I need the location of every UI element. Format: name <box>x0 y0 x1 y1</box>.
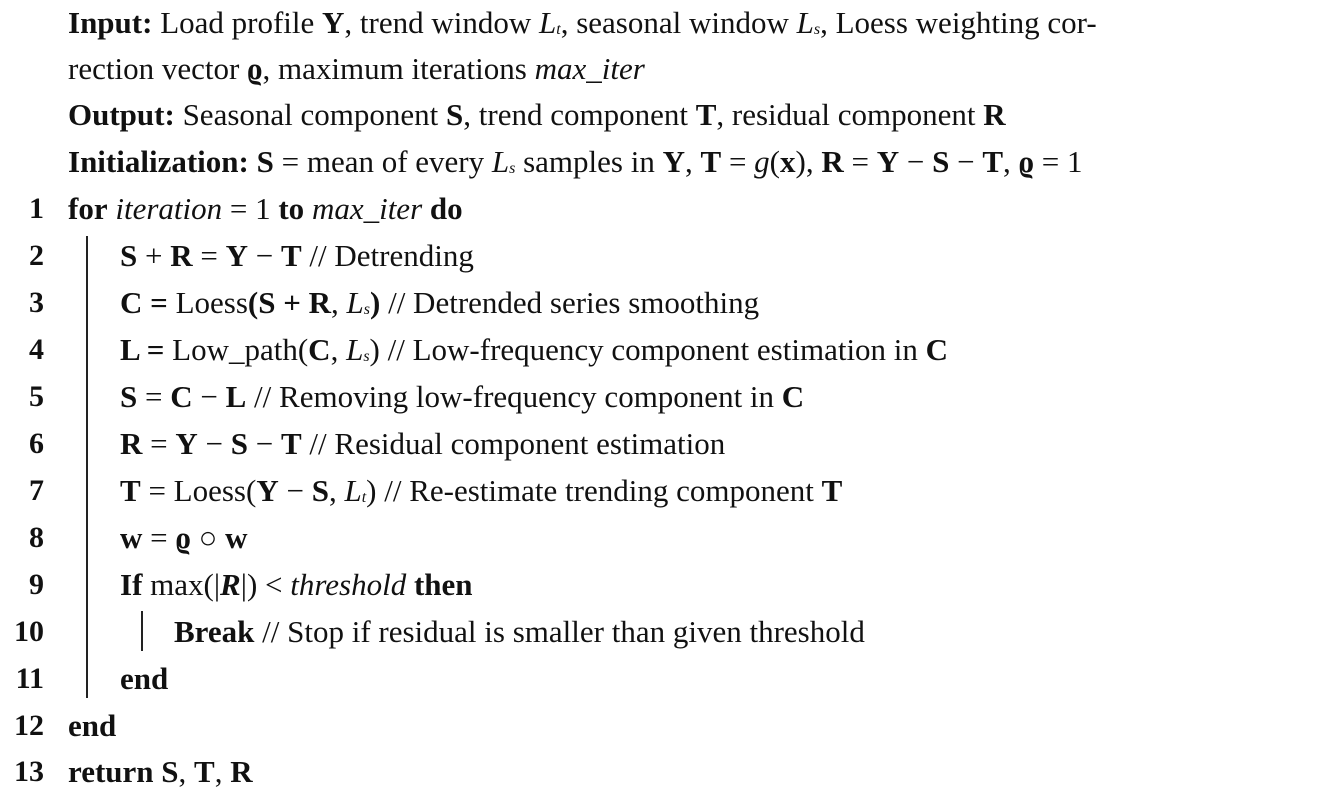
symbol: C <box>308 332 331 367</box>
line-number: 1 <box>29 192 44 225</box>
symbol: S <box>248 144 274 179</box>
symbol: T <box>280 238 302 273</box>
line-number: 12 <box>14 709 44 742</box>
symbol: L <box>346 285 364 320</box>
symbol: R <box>170 238 193 273</box>
text: , <box>328 473 345 508</box>
text: , <box>685 144 701 179</box>
text: = <box>843 144 877 179</box>
comment: // Removing low-frequency component in <box>246 379 782 414</box>
text: − <box>278 473 312 508</box>
line-number: 8 <box>29 521 44 554</box>
symbol: Y <box>256 473 279 508</box>
text: max(| <box>142 567 221 602</box>
line-content <box>120 327 948 380</box>
comment: // Residual component estimation <box>301 426 726 461</box>
text: , Loess weighting cor- <box>820 5 1097 40</box>
symbol: S <box>446 97 464 132</box>
symbol: S <box>153 754 179 789</box>
subscript: s <box>509 160 516 177</box>
symbol: R <box>821 144 844 179</box>
line-content <box>120 468 842 521</box>
line-content <box>68 186 463 232</box>
algo-line-5 <box>0 374 1335 420</box>
symbol: L <box>346 332 364 367</box>
symbol: ϱ <box>247 51 263 86</box>
text: = <box>142 426 176 461</box>
algo-line-9 <box>0 562 1335 608</box>
symbol: R <box>230 754 253 789</box>
algo-line-7 <box>0 468 1335 514</box>
text: − <box>192 379 226 414</box>
subscript: t <box>556 21 561 38</box>
symbol: S <box>120 379 138 414</box>
text: Load profile <box>160 5 323 40</box>
text: = <box>142 520 176 555</box>
text: − <box>949 144 983 179</box>
symbol: S <box>230 426 248 461</box>
symbol: T <box>982 144 1003 179</box>
text: = <box>721 144 755 179</box>
comment: // Stop if residual is smaller than given threshold <box>254 614 865 649</box>
comment: ) // Low-frequency component estimation in <box>369 332 926 367</box>
line-number: 11 <box>15 662 44 695</box>
symbol: T <box>695 97 717 132</box>
input-line-2 <box>0 46 1335 92</box>
text: ), <box>795 144 822 179</box>
line-content <box>120 374 804 420</box>
symbol: ϱ <box>1018 144 1034 179</box>
symbol: S <box>932 144 950 179</box>
text: , residual component <box>716 97 984 132</box>
symbol: L <box>491 144 510 179</box>
text: = mean of every <box>273 144 492 179</box>
line-content <box>120 656 168 702</box>
symbol: ϱ <box>175 520 191 555</box>
symbol: (S + R <box>247 285 332 320</box>
symbol: iteration <box>107 191 223 226</box>
symbol: L <box>796 5 814 40</box>
line-content <box>120 233 474 279</box>
text: , maximum iterations <box>262 51 535 86</box>
line-number: 3 <box>29 286 44 319</box>
line-number: 10 <box>14 615 44 648</box>
symbol: T <box>194 754 215 789</box>
output-label: Output: <box>68 97 175 132</box>
text: , seasonal window <box>560 5 797 40</box>
symbol: C <box>170 379 193 414</box>
keyword: return <box>68 754 154 789</box>
algo-line-11 <box>0 656 1335 702</box>
text: , <box>331 285 347 320</box>
symbol: R <box>983 97 1006 132</box>
comment: // Detrended series smoothing <box>380 285 760 320</box>
symbol: x <box>780 144 796 179</box>
text: , <box>330 332 347 367</box>
text: Loess <box>167 285 248 320</box>
output-text <box>68 92 1006 138</box>
text: ○ <box>190 520 226 555</box>
symbol: L <box>539 5 557 40</box>
text: |) < <box>240 567 291 602</box>
line-number: 4 <box>29 333 44 366</box>
keyword: do <box>422 191 463 226</box>
line-number: 13 <box>14 755 44 788</box>
keyword: to <box>278 191 305 226</box>
line-number: 6 <box>29 427 44 460</box>
symbol: L = <box>120 332 165 367</box>
keyword: end <box>120 661 169 696</box>
algo-line-1 <box>0 186 1335 232</box>
subscript: s <box>813 21 821 38</box>
text: ( <box>769 144 780 179</box>
symbol: w <box>120 520 143 555</box>
symbol: T <box>280 426 302 461</box>
symbol: Y <box>322 5 345 40</box>
symbol: Y <box>876 144 900 179</box>
symbol: S <box>311 473 329 508</box>
symbol: C <box>781 379 805 414</box>
input-text-cont <box>68 46 645 92</box>
line-content <box>68 703 116 749</box>
line-number: 7 <box>29 474 44 507</box>
symbol: C <box>925 332 949 367</box>
line-content <box>120 562 473 608</box>
algo-line-6 <box>0 421 1335 467</box>
text: = 1 <box>1034 144 1083 179</box>
text: − <box>899 144 933 179</box>
line-content <box>120 421 725 467</box>
symbol: S <box>120 238 138 273</box>
line-number: 9 <box>29 568 44 601</box>
algo-line-12 <box>0 703 1335 749</box>
symbol: T <box>700 144 722 179</box>
init-text <box>68 139 1082 192</box>
text: , trend window <box>344 5 539 40</box>
symbol: max_iter <box>304 191 423 226</box>
keyword: If <box>120 567 143 602</box>
line-content <box>68 749 253 795</box>
symbol: Y <box>225 238 248 273</box>
text: + <box>137 238 171 273</box>
algo-line-8 <box>0 515 1335 561</box>
algo-line-2 <box>0 233 1335 279</box>
text: rection vector <box>68 51 248 86</box>
input-label: Input: <box>68 5 153 40</box>
comment: // Detrending <box>301 238 474 273</box>
text: = <box>192 238 226 273</box>
subscript: t <box>361 489 367 506</box>
symbol: Y <box>175 426 198 461</box>
symbol: ) <box>370 285 381 320</box>
text: samples in <box>515 144 663 179</box>
output-line <box>0 92 1335 138</box>
subscript: s <box>363 301 370 318</box>
algo-line-10 <box>0 609 1335 655</box>
symbol: C = <box>120 285 168 320</box>
symbol: threshold <box>290 567 407 602</box>
symbol: T <box>821 473 843 508</box>
line-content <box>120 280 759 333</box>
text: = 1 <box>222 191 279 226</box>
text: Low_path( <box>164 332 309 367</box>
symbol: Y <box>662 144 685 179</box>
text: Seasonal component <box>174 97 447 132</box>
text: − <box>248 426 281 461</box>
symbol: R <box>120 426 143 461</box>
init-label: Initialization: <box>68 144 249 179</box>
text: , trend component <box>463 97 696 132</box>
symbol: L <box>225 379 247 414</box>
text: − <box>248 238 281 273</box>
keyword: Break <box>174 614 255 649</box>
symbol: w <box>225 520 248 555</box>
input-line-1 <box>0 0 1335 46</box>
text: , <box>1003 144 1019 179</box>
symbol: R <box>220 567 241 602</box>
line-number: 5 <box>29 380 44 413</box>
symbol: T <box>120 473 141 508</box>
comment: ) // Re-estimate trending component <box>366 473 822 508</box>
keyword: then <box>406 567 473 602</box>
keyword: for <box>68 191 108 226</box>
algo-line-3 <box>0 280 1335 326</box>
keyword: end <box>68 708 117 743</box>
text: , <box>178 754 195 789</box>
algo-line-4 <box>0 327 1335 373</box>
init-line <box>0 139 1335 185</box>
text: , <box>214 754 231 789</box>
text: = <box>137 379 171 414</box>
line-number: 2 <box>29 239 44 272</box>
text: − <box>197 426 231 461</box>
algo-line-13 <box>0 749 1335 795</box>
text: = Loess( <box>140 473 257 508</box>
line-content <box>174 609 865 655</box>
symbol: g <box>754 144 770 179</box>
symbol: L <box>344 473 362 508</box>
subscript: s <box>363 348 370 365</box>
symbol: max_iter <box>534 51 645 86</box>
line-content <box>120 515 248 561</box>
